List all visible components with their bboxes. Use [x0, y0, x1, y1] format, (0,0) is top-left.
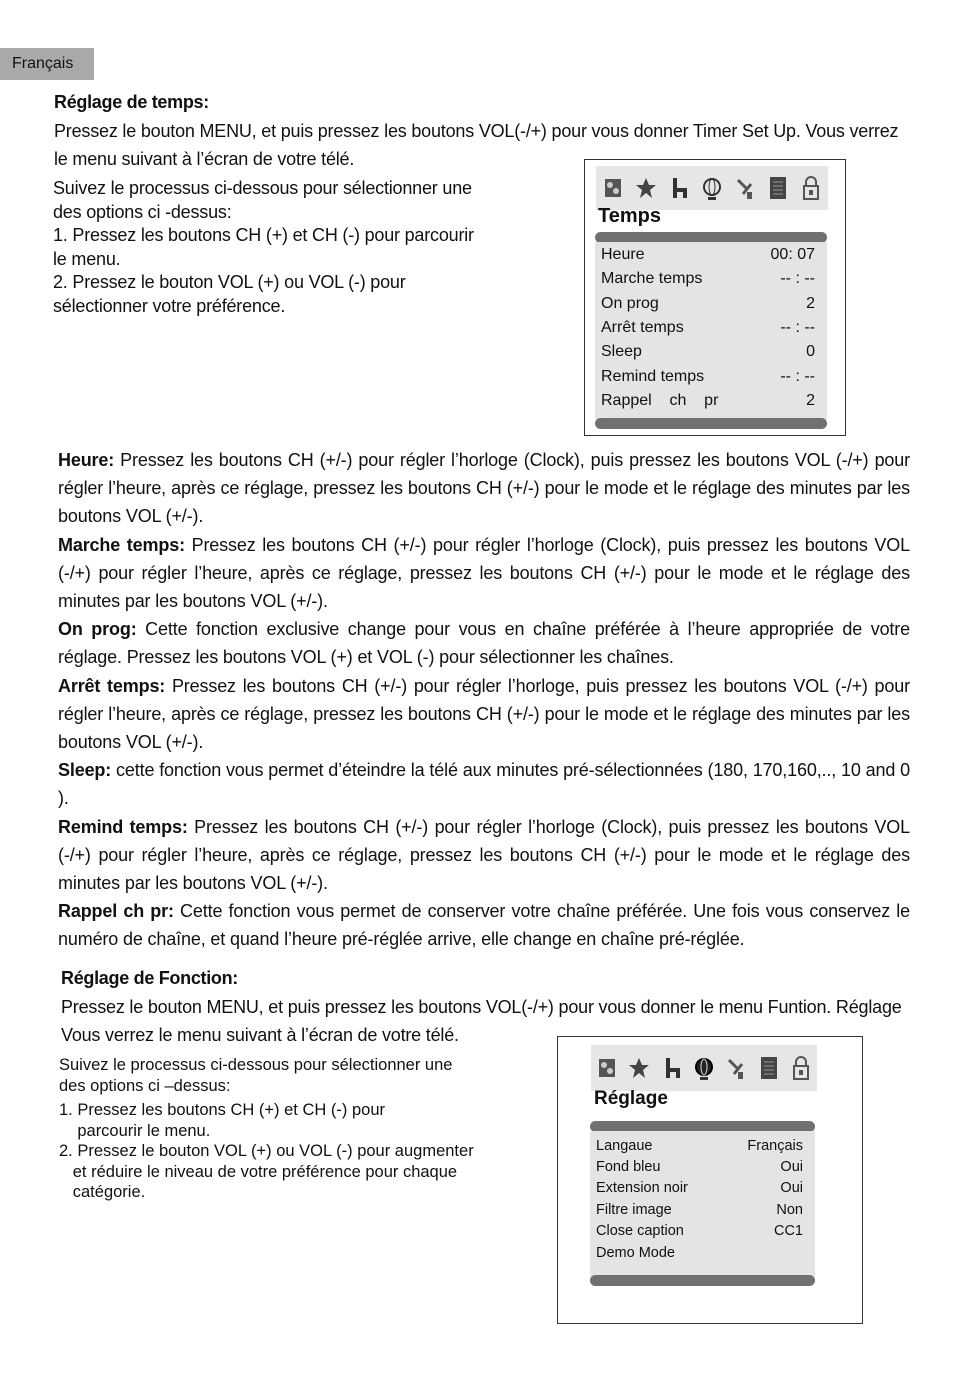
desc-marche-temps: Marche temps: Pressez les boutons CH (+/-) pour régler l’horloge (Clock), puis pressez les boutons VOL (-/+) pour régler l’heure, après ce réglage, pressez les boutons CH (+/-) pour le mode et le réglage des minutes par les boutons VOL (+/-).	[58, 534, 910, 612]
step-line: catégorie.	[59, 1183, 146, 1201]
step-line: des options ci -dessus:	[53, 201, 232, 222]
function-intro-2: Vous verrez le menu suivant à l’écran de votre télé.	[61, 1025, 459, 1045]
menu-bottom-bar	[590, 1275, 815, 1286]
desc-rappel: Rappel ch pr: Cette fonction vous permet de conserver votre chaîne préférée. Une fois vous conservez le numéro de chaîne, et quand l’heure pré-réglée arrive, elle change en chaîne pré-réglée.	[58, 901, 910, 950]
step-line: sélectionner votre préférence.	[53, 295, 286, 316]
menu-row-filtre-image: Filtre image Non	[596, 1202, 803, 1218]
step-line: et réduire le niveau de votre préférence pour chaque	[59, 1162, 458, 1181]
timer-heading: Réglage de temps:	[54, 92, 209, 112]
function-menu-screen	[557, 1036, 863, 1324]
function-heading: Réglage de Fonction:	[61, 968, 239, 988]
step-line: 2. Pressez le bouton VOL (+) ou VOL (-) pour	[53, 272, 406, 292]
menu-icon-bar	[591, 1045, 817, 1091]
globe-icon	[694, 1054, 714, 1082]
document-icon	[759, 1054, 779, 1082]
timer-intro-2: le menu suivant à l’écran de votre télé.	[54, 149, 355, 169]
menu-title: Réglage	[594, 1088, 668, 1109]
lock-icon	[801, 174, 821, 202]
star-sound-icon	[636, 174, 656, 202]
step-line: Suivez le processus ci-dessous pour sélectionner une	[53, 178, 472, 198]
menu-row-fond-bleu: Fond bleu Oui	[596, 1159, 803, 1175]
step-line: Suivez le processus ci-dessous pour sélectionner une	[59, 1056, 453, 1074]
menu-row-close-caption: Close caption CC1	[596, 1223, 803, 1239]
step-line: parcourir le menu.	[59, 1121, 211, 1140]
globe-icon	[702, 174, 722, 202]
timer-steps	[53, 177, 474, 318]
menu-row-on-prog: On prog 2	[601, 295, 815, 312]
menu-row-heure: Heure 00: 07	[601, 246, 815, 263]
timer-intro-1: Pressez le bouton MENU, et puis pressez les boutons VOL(-/+) pour vous donner Timer Set Up. Vous verrez	[54, 121, 899, 141]
menu-body	[590, 1131, 815, 1279]
lock-icon	[791, 1054, 811, 1082]
menu-row-sleep: Sleep 0	[601, 343, 815, 360]
picture-icon	[603, 174, 623, 202]
step-line: le menu.	[53, 248, 121, 269]
menu-row-extension-noir: Extension noir Oui	[596, 1180, 803, 1196]
desc-remind-temps: Remind temps: Pressez les boutons CH (+/-) pour régler l’horloge (Clock), puis pressez les boutons VOL (-/+) pour régler l’heure, après ce réglage, pressez les boutons CH (+/-) pour le mode et le réglage des minutes par les boutons VOL (+/-).	[58, 816, 910, 894]
chair-timer-icon	[669, 174, 689, 202]
desc-sleep: Sleep: cette fonction vous permet d’éteindre la télé aux minutes pré-sélectionnées (180, 170,160,.., 10 and 0 ).	[58, 760, 910, 809]
menu-row-langue: Langaue Français	[596, 1138, 803, 1154]
desc-arret-temps: Arrêt temps: Pressez les boutons CH (+/-) pour régler l’horloge, puis pressez les boutons VOL (-/+) pour régler l’heure, après ce réglage, pressez les boutons CH (+/-) pour le mode et le réglage des minutes par les boutons VOL (+/-).	[58, 675, 910, 753]
menu-body	[595, 242, 827, 420]
step-line: 1. Pressez les boutons CH (+) et CH (-) pour	[59, 1101, 385, 1119]
picture-icon	[597, 1054, 617, 1082]
document-icon	[768, 174, 788, 202]
step-line: des options ci –dessus:	[59, 1076, 231, 1095]
timer-descriptions	[58, 446, 910, 954]
desc-heure: Heure: Pressez les boutons CH (+/-) pour régler l’horloge (Clock), puis pressez les boutons VOL (-/+) pour régler l’heure, après ce réglage, pressez les boutons CH (+/-) pour le mode et le réglage des minutes par les boutons VOL (+/-).	[58, 450, 910, 527]
menu-row-arret-temps: Arrêt temps -- : --	[601, 319, 815, 336]
menu-row-rappel: Rappel ch pr 2	[601, 392, 815, 409]
menu-row-demo-mode: Demo Mode	[596, 1245, 675, 1261]
step-line: 1. Pressez les boutons CH (+) et CH (-) pour parcourir	[53, 225, 474, 245]
function-intro-1: Pressez le bouton MENU, et puis pressez les boutons VOL(-/+) pour vous donner le menu Funtion. Réglage	[61, 997, 902, 1017]
language-tab: Français	[0, 48, 94, 80]
menu-row-remind-temps: Remind temps -- : --	[601, 368, 815, 385]
menu-title: Temps	[598, 205, 661, 227]
desc-on-prog: On prog: Cette fonction exclusive change pour vous en chaîne préférée à l’heure appropriée de votre réglage. Pressez les boutons VOL (+) et VOL (-) pour sélectionner les chaînes.	[58, 619, 910, 668]
menu-icon-bar	[596, 166, 828, 210]
menu-bottom-bar	[595, 418, 827, 429]
star-sound-icon	[629, 1054, 649, 1082]
timer-menu-screen	[584, 159, 846, 436]
step-line: 2. Pressez le bouton VOL (+) ou VOL (-) pour augmenter	[59, 1142, 474, 1160]
menu-row-marche-temps: Marche temps -- : --	[601, 270, 815, 287]
satellite-icon	[735, 174, 755, 202]
satellite-icon	[726, 1054, 746, 1082]
chair-timer-icon	[662, 1054, 682, 1082]
function-steps	[59, 1055, 474, 1203]
